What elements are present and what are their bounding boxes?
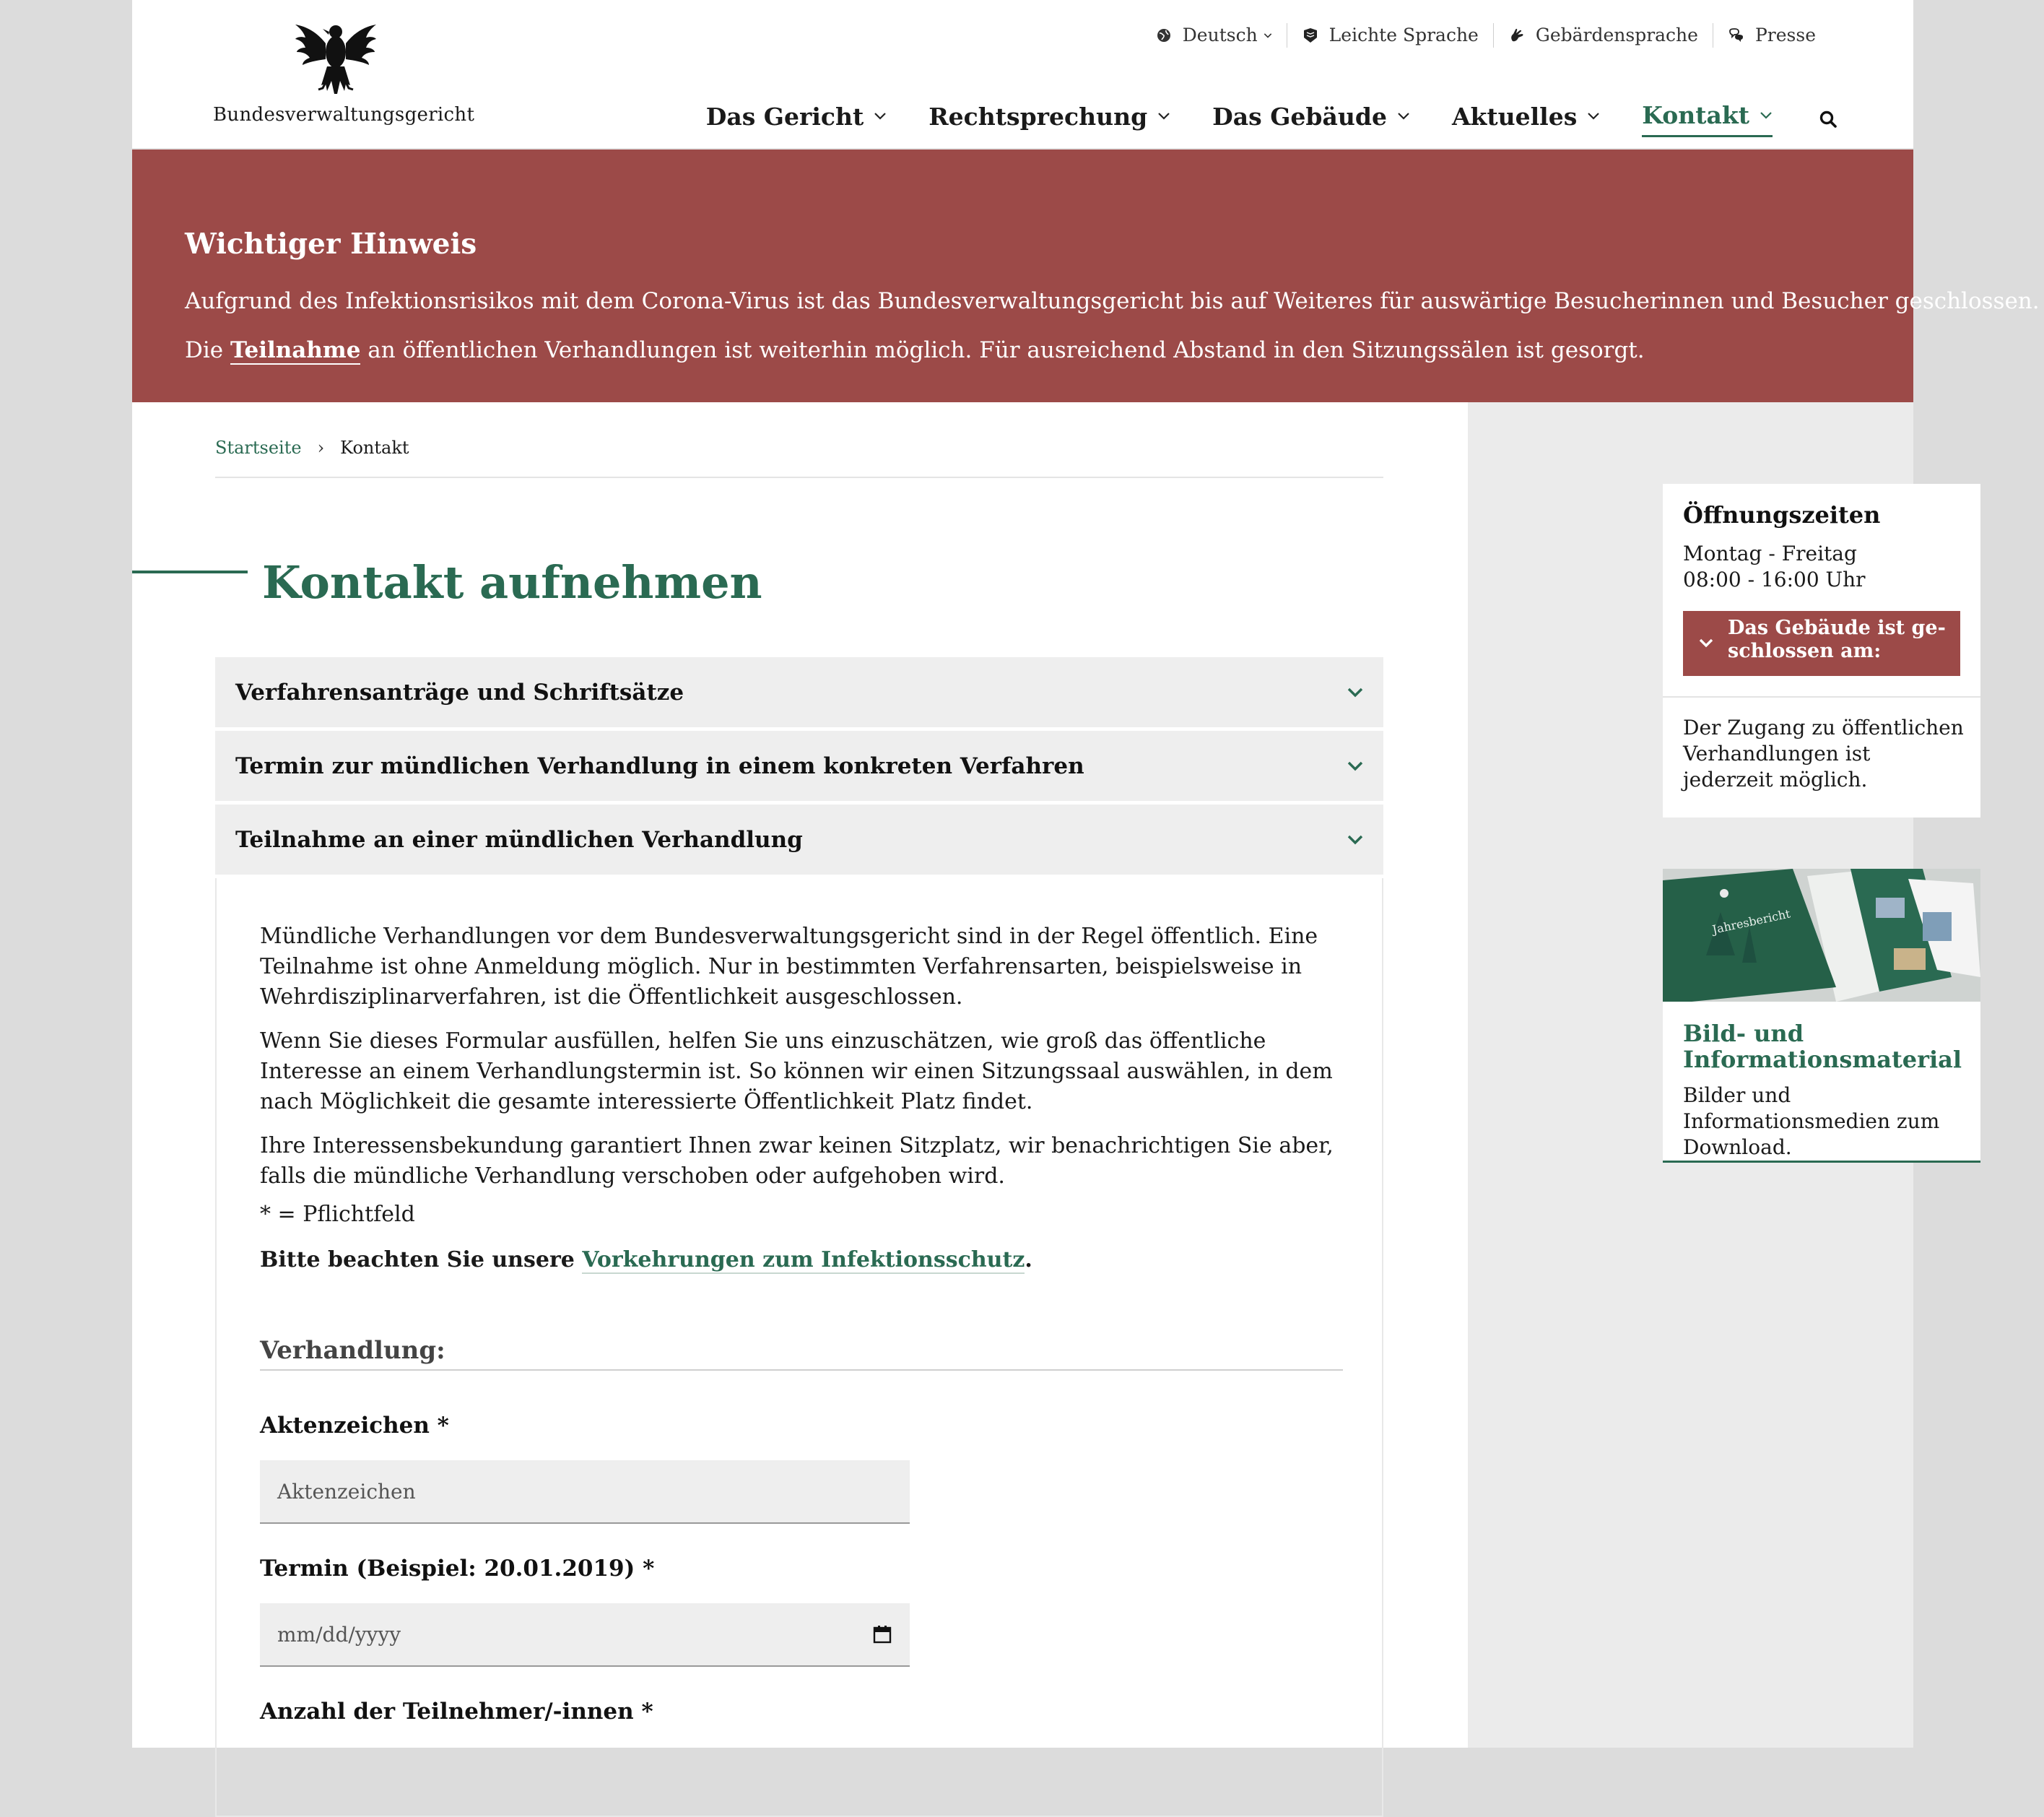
access-note: Der Zugang zu öffentlichen Verhandlungen ist jederzeit möglich.: [1683, 716, 1964, 792]
media-text: Bilder und Informationsmedien zum Download.: [1683, 1083, 1940, 1159]
chevron-down-icon: [1157, 112, 1170, 121]
chevron-down-icon: [1587, 112, 1600, 121]
calendar-icon[interactable]: [872, 1624, 892, 1644]
accordion-label: Termin zur mündlichen Verhandlung in einem konkreten Verfahren: [235, 753, 1084, 779]
infection-notice-text: Bitte beachten Sie unsere: [260, 1247, 583, 1272]
chevron-down-icon: [1264, 32, 1272, 39]
accordion-label: Teilnahme an einer mündlichen Verhandlung: [235, 826, 803, 853]
annual-report-cover-title: Jahresbericht: [1710, 906, 1792, 937]
nav-item-das-gericht[interactable]: [706, 103, 887, 136]
accordion-label: Verfahrensanträge und Schriftsätze: [235, 679, 684, 706]
paragraph: Mündliche Verhandlungen vor dem Bundesverwaltungsgericht sind in der Regel öffentlich. Eine Teilnahme ist ohne Anmeldung möglich. Nur in bestimmten Verfahrensarten, beispielsweise in Wehrdisziplinarverfahren, ist die Öffentlichkeit ausgeschlossen.: [260, 924, 1318, 1010]
chevron-down-icon: [1699, 638, 1713, 649]
breadcrumb-home-link[interactable]: Startseite: [215, 438, 302, 458]
nav-label: Rechtsprechung: [929, 102, 1148, 131]
chevron-down-icon: [874, 112, 887, 121]
globe-icon: [1155, 27, 1173, 44]
nav-label: Aktuelles: [1451, 102, 1578, 131]
breadcrumb-current: Kontakt: [340, 438, 409, 458]
chevron-down-icon: [1347, 688, 1363, 698]
easy-language-link[interactable]: [1287, 23, 1493, 48]
anzahl-label: Anzahl der Teilnehmer/-innen *: [260, 1699, 653, 1725]
logo-text: Bundesverwaltungsgericht: [213, 104, 475, 126]
termin-placeholder: mm/dd/yyyy: [277, 1622, 401, 1647]
page-title: Kontakt aufnehmen: [262, 556, 762, 609]
nav-item-kontakt[interactable]: [1642, 101, 1773, 137]
aktenzeichen-input[interactable]: [260, 1460, 910, 1524]
termin-label: Termin (Beispiel: 20.01.2019) *: [260, 1556, 655, 1582]
accordion-item-teilnahme[interactable]: [215, 805, 1383, 876]
nav-label: Kontakt: [1642, 101, 1749, 129]
notice-text-part: an öffentlichen Verhandlungen ist weiterhin möglich. Für ausreichend Abstand in den Sitzungssälen ist gesorgt.: [360, 337, 1645, 363]
notice-text-part: Die: [185, 337, 230, 363]
federal-eagle-icon: [294, 16, 378, 97]
required-hint: * = Pflichtfeld: [260, 1202, 415, 1227]
infection-protection-link[interactable]: Vorkehrungen zum Infektionsschutz: [582, 1247, 1025, 1272]
opening-hours-time: 08:00 - 16:00 Uhr: [1683, 568, 1866, 591]
chevron-down-icon: [1347, 835, 1363, 845]
press-icon: [1728, 27, 1745, 44]
media-title: Bild- und Informationsmaterial: [1683, 1020, 1962, 1073]
chevron-down-icon: [1760, 111, 1773, 120]
nav-item-aktuelles[interactable]: [1452, 103, 1600, 136]
sign-language-link[interactable]: [1493, 23, 1713, 48]
closed-dates-label: Das Gebäude ist geschlossen am:: [1728, 617, 1946, 662]
opening-hours-card: [1663, 484, 1980, 818]
nav-label: Das Gericht: [705, 102, 864, 131]
accordion-item-verfahrensantraege[interactable]: [215, 657, 1383, 729]
breadcrumb: [215, 438, 1383, 478]
participation-link[interactable]: Teilnahme: [230, 337, 361, 363]
site-header: [132, 0, 1913, 149]
breadcrumb-separator: ›: [317, 438, 325, 458]
notice-text: Aufgrund des Infektionsrisikos mit dem Corona-Virus ist das Bundesverwaltungsgericht bis auf Weiteres für auswärtige Besucherinnen und Besucher geschlossen.: [185, 288, 2040, 314]
form-section-heading: Verhandlung:: [260, 1336, 1343, 1371]
media-card[interactable]: [1663, 869, 1980, 1163]
title-accent-line: [132, 571, 248, 573]
paragraph: Wenn Sie dieses Formular ausfüllen, helfen Sie uns einzuschätzen, wie groß das öffentliche Interesse an einem Verhandlungstermin ist. So können wir einen Sitzungssaal auswählen, in dem nach Möglichkeit die gesamte interessierte Öffentlichkeit Platz findet.: [260, 1028, 1333, 1114]
utility-nav: [1141, 23, 1830, 48]
aktenzeichen-label: Aktenzeichen *: [260, 1413, 449, 1439]
infection-notice: [260, 1245, 1343, 1275]
accordion-item-termin[interactable]: [215, 731, 1383, 802]
annual-report-image: [1663, 869, 1980, 1002]
chevron-down-icon: [1397, 112, 1410, 121]
annual-report-illustration: [1663, 869, 1980, 1002]
easy-language-label: Leichte Sprache: [1328, 25, 1479, 45]
opening-hours-title: Öffnungszeiten: [1683, 501, 1881, 529]
main-nav: [706, 101, 1838, 137]
accordion-panel-teilnahme: [215, 878, 1383, 1817]
easy-language-icon: [1302, 27, 1319, 44]
sign-language-label: Gebärdensprache: [1535, 25, 1698, 45]
press-label: Presse: [1754, 25, 1816, 45]
press-link[interactable]: [1713, 23, 1830, 48]
sign-language-icon: [1508, 27, 1526, 44]
infection-notice-text: .: [1025, 1247, 1032, 1272]
nav-item-rechtsprechung[interactable]: [929, 103, 1170, 136]
aktenzeichen-placeholder: Aktenzeichen: [277, 1479, 416, 1504]
language-selector[interactable]: [1141, 23, 1287, 48]
language-label: Deutsch: [1182, 25, 1258, 45]
closed-dates-button[interactable]: [1683, 611, 1960, 676]
notice-text-2: [185, 337, 1645, 363]
notice-title: Wichtiger Hinweis: [185, 227, 477, 261]
site-logo[interactable]: [213, 16, 475, 135]
termin-date-input[interactable]: [260, 1603, 910, 1667]
chevron-down-icon: [1347, 761, 1363, 771]
contact-accordion: [215, 657, 1383, 1725]
important-notice: [132, 149, 2040, 402]
page: [132, 0, 2040, 1748]
divider: [1663, 696, 1980, 698]
nav-item-das-gebaeude[interactable]: [1212, 103, 1410, 136]
search-icon[interactable]: [1819, 110, 1838, 129]
opening-hours-days: Montag - Freitag: [1683, 542, 1857, 565]
nav-label: Das Gebäude: [1212, 102, 1387, 131]
paragraph: Ihre Interessensbekundung garantiert Ihnen zwar keinen Sitzplatz, wir benachrichtigen Sie aber, falls die mündliche Verhandlung verschoben oder aufgehoben wird.: [260, 1133, 1334, 1189]
